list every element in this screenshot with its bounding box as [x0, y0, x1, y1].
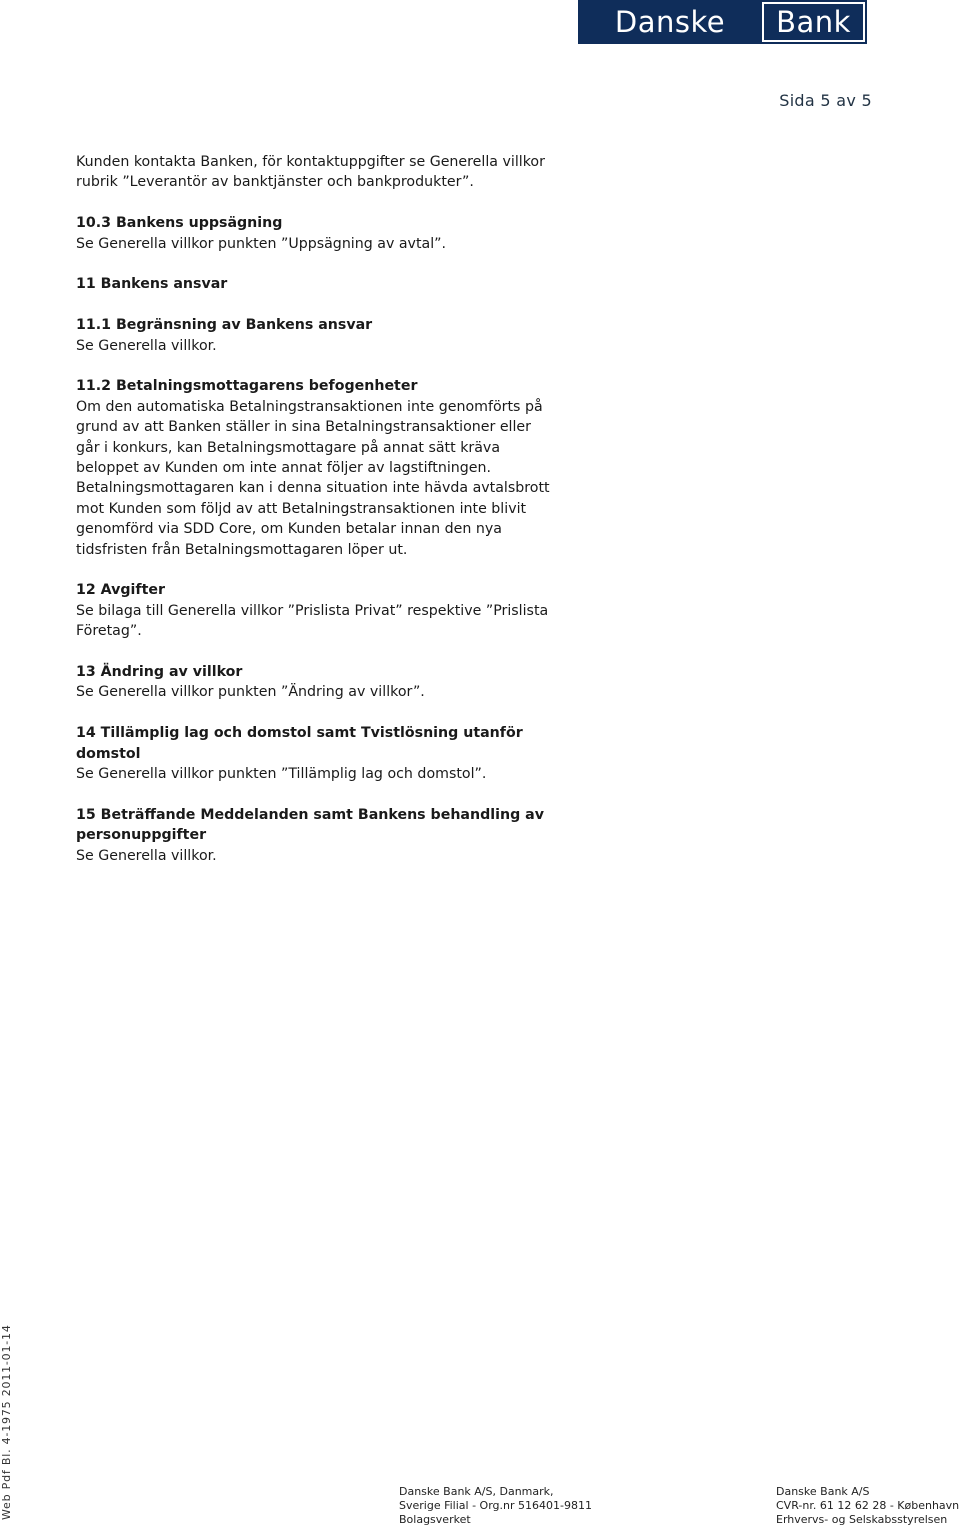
footer-line: Danske Bank A/S, Danmark, — [399, 1485, 554, 1498]
logo-word-bank: Bank — [762, 2, 865, 42]
section-heading: 11 Bankens ansvar — [76, 276, 228, 293]
section-heading: 14 Tillämplig lag och domstol samt Tvistlösning utanför domstol — [76, 725, 523, 762]
section-12 — [76, 580, 556, 641]
section-intro — [76, 152, 556, 193]
footer-danish-registration — [776, 1485, 959, 1527]
section-body: Se Generella villkor punkten ”Uppsägning av avtal”. — [76, 235, 447, 252]
footer-swedish-branch — [399, 1485, 592, 1527]
section-body: Se Generella villkor. — [76, 847, 217, 864]
section-heading: 11.2 Betalningsmottagarens befogenheter — [76, 378, 418, 395]
section-body: Se bilaga till Generella villkor ”Prislista Privat” respektive ”Prislista Företag”. — [76, 602, 549, 640]
section-heading: 10.3 Bankens uppsägning — [76, 215, 283, 232]
page-number: Sida 5 av 5 — [779, 91, 872, 110]
section-body: Se Generella villkor. — [76, 337, 217, 354]
section-heading: 12 Avgifter — [76, 582, 165, 599]
section-11-2 — [76, 376, 556, 560]
section-heading: 15 Beträffande Meddelanden samt Bankens behandling av personuppgifter — [76, 806, 545, 844]
footer-line: CVR-nr. 61 12 62 28 - København — [776, 1499, 960, 1512]
section-11-1 — [76, 315, 556, 356]
section-body: Se Generella villkor punkten ”Tillämplig lag och domstol”. — [76, 766, 487, 783]
section-body: Kunden kontakta Banken, för kontaktuppgifter se Generella villkor rubrik ”Leverantör av banktjänster och bankprodukter”. — [76, 154, 545, 191]
form-reference-stamp: Web Pdf Bl. 4-1975 2011-01-14 — [0, 1324, 13, 1520]
section-15 — [76, 805, 556, 866]
section-13 — [76, 662, 556, 703]
section-11 — [76, 274, 556, 294]
section-heading: 11.1 Begränsning av Bankens ansvar — [76, 317, 373, 334]
footer-line: Erhvervs- og Selskabsstyrelsen — [776, 1513, 948, 1526]
footer-line: Sverige Filial - Org.nr 516401-9811 — [399, 1499, 592, 1512]
footer-line: Danske Bank A/S — [776, 1485, 870, 1498]
section-heading: 13 Ändring av villkor — [76, 664, 243, 681]
logo-word-danske: Danske — [614, 5, 726, 39]
danske-bank-logo — [578, 0, 867, 44]
section-body: Se Generella villkor punkten ”Ändring av villkor”. — [76, 684, 425, 701]
section-10-3 — [76, 213, 556, 254]
document-body — [76, 152, 556, 886]
section-14 — [76, 723, 556, 784]
footer-line: Bolagsverket — [399, 1513, 471, 1526]
section-body: Om den automatiska Betalningstransaktionen inte genomförts på grund av att Banken ställer in sina Betalningstransaktioner eller går i konkurs, kan Betalningsmottagare på annat sätt kräva beloppet av Kunden om inte annat följer av lagstiftningen. Betalningsmottagaren kan i denna situation inte hävda avtalsbrott mot Kunden som följd av att Betalningstransaktionen inte blivit genomförd via SDD Core, om Kunden betalar innan den nya tidsfristen från Betalningsmottagaren löper ut. — [76, 398, 550, 558]
